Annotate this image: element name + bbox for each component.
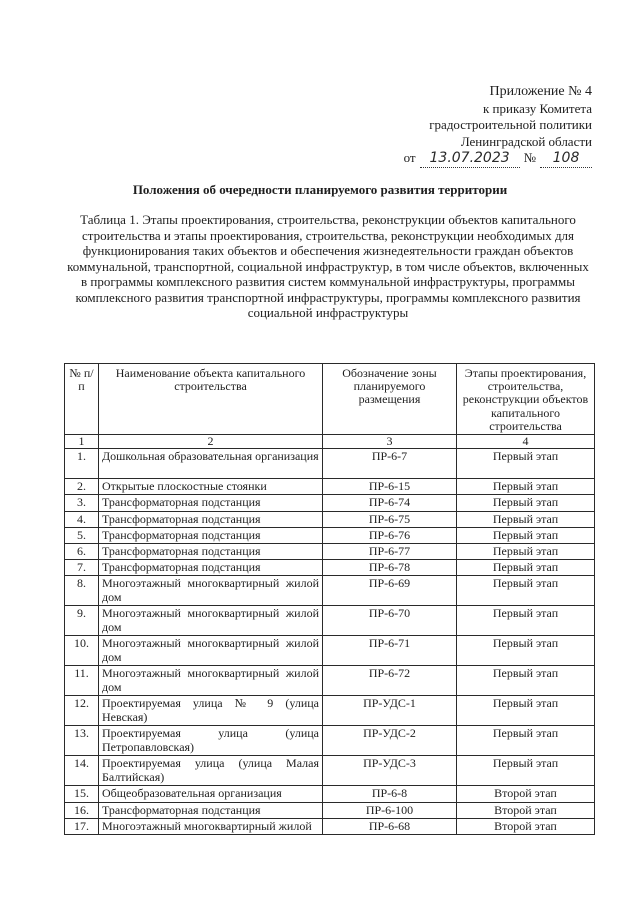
appendix-line-1: к приказу Комитета bbox=[482, 100, 592, 116]
zone-designation: ПР-6-76 bbox=[323, 527, 457, 543]
table-caption: Таблица 1. Этапы проектирования, строительства, реконструкции объектов капитального строительства и этапы проектирования, строительства, реконструкции необходимых для функционирования таких объектов и обеспечения жизнедеятельности граждан объектов коммунальной, транспортной, социальной инфраструктур, в том числе объектов, включенных в программы комплексного развития систем коммунальной инфраструктуры, программы комплексного развития транспортной инфраструктуры, программы комплексного развития социальной инфраструктуры bbox=[67, 212, 589, 320]
table-row bbox=[65, 449, 595, 479]
header-object-name: Наименование объекта капитального строительства bbox=[99, 364, 323, 435]
table-row bbox=[65, 666, 595, 696]
zone-designation: ПР-6-15 bbox=[323, 479, 457, 495]
object-name: Многоэтажный многоквартирный жилой bbox=[99, 818, 323, 834]
stage-value: Первый этап bbox=[457, 726, 595, 756]
row-number: 2. bbox=[65, 479, 99, 495]
stage-value: Первый этап bbox=[457, 544, 595, 560]
object-name: Дошкольная образовательная организация bbox=[99, 449, 323, 479]
row-number: 4. bbox=[65, 511, 99, 527]
row-number: 15. bbox=[65, 786, 99, 802]
table-row bbox=[65, 756, 595, 786]
object-name: Проектируемая улица (улица Малая Балтийская) bbox=[99, 756, 323, 786]
row-number: 13. bbox=[65, 726, 99, 756]
zone-designation: ПР-6-69 bbox=[323, 576, 457, 606]
stage-value: Первый этап bbox=[457, 479, 595, 495]
object-name: Открытые плоскостные стоянки bbox=[99, 479, 323, 495]
zone-designation: ПР-6-72 bbox=[323, 666, 457, 696]
table-row bbox=[65, 818, 595, 834]
table-row bbox=[65, 527, 595, 543]
stage-value: Первый этап bbox=[457, 696, 595, 726]
row-number: 1. bbox=[65, 449, 99, 479]
row-number: 8. bbox=[65, 576, 99, 606]
stage-value: Первый этап bbox=[457, 560, 595, 576]
table-row bbox=[65, 606, 595, 636]
column-number: 1 bbox=[65, 435, 99, 449]
zone-designation: ПР-6-70 bbox=[323, 606, 457, 636]
row-number: 14. bbox=[65, 756, 99, 786]
zone-designation: ПР-6-74 bbox=[323, 495, 457, 511]
row-number: 5. bbox=[65, 527, 99, 543]
from-label: от bbox=[403, 150, 416, 165]
table-row bbox=[65, 802, 595, 818]
stage-value: Первый этап bbox=[457, 666, 595, 696]
object-name: Многоэтажный многоквартирный жилой дом bbox=[99, 666, 323, 696]
appendix-line-2: градостроительной политики bbox=[429, 117, 592, 132]
stage-value: Первый этап bbox=[457, 511, 595, 527]
zone-designation: ПР-6-7 bbox=[323, 449, 457, 479]
object-name: Трансформаторная подстанция bbox=[99, 560, 323, 576]
header-stages: Этапы проектирования, строительства, реконструкции объектов капитального строительства bbox=[457, 364, 595, 435]
row-number: 3. bbox=[65, 495, 99, 511]
object-name: Трансформаторная подстанция bbox=[99, 511, 323, 527]
row-number: 10. bbox=[65, 636, 99, 666]
header-zone-designation: Обозначение зоны планируемого размещения bbox=[323, 364, 457, 435]
column-number: 3 bbox=[323, 435, 457, 449]
appendix-title: Приложение № 4 bbox=[489, 84, 592, 99]
row-number: 12. bbox=[65, 696, 99, 726]
stage-value: Первый этап bbox=[457, 527, 595, 543]
object-name: Трансформаторная подстанция bbox=[99, 527, 323, 543]
object-name: Многоэтажный многоквартирный жилой дом bbox=[99, 636, 323, 666]
stage-value: Первый этап bbox=[457, 606, 595, 636]
table-row bbox=[65, 560, 595, 576]
stage-value: Первый этап bbox=[457, 495, 595, 511]
zone-designation: ПР-6-8 bbox=[323, 786, 457, 802]
zone-designation: ПР-6-68 bbox=[323, 818, 457, 834]
object-name: Трансформаторная подстанция bbox=[99, 544, 323, 560]
table-row bbox=[65, 786, 595, 802]
object-name: Многоэтажный многоквартирный жилой дом bbox=[99, 576, 323, 606]
row-number: 11. bbox=[65, 666, 99, 696]
table-row bbox=[65, 544, 595, 560]
column-number-row bbox=[65, 435, 595, 449]
stage-value: Второй этап bbox=[457, 786, 595, 802]
table-row bbox=[65, 479, 595, 495]
object-name: Многоэтажный многоквартирный жилой дом bbox=[99, 606, 323, 636]
header-number: № п/п bbox=[65, 364, 99, 435]
zone-designation: ПР-УДС-3 bbox=[323, 756, 457, 786]
handwritten-number: 108 bbox=[540, 150, 592, 168]
row-number: 16. bbox=[65, 802, 99, 818]
object-name: Общеобразовательная организация bbox=[99, 786, 323, 802]
row-number: 6. bbox=[65, 544, 99, 560]
table-row bbox=[65, 511, 595, 527]
stage-value: Первый этап bbox=[457, 756, 595, 786]
zone-designation: ПР-6-77 bbox=[323, 544, 457, 560]
table-row bbox=[65, 576, 595, 606]
zone-designation: ПР-6-71 bbox=[323, 636, 457, 666]
number-label: № bbox=[523, 150, 536, 165]
table-header-row bbox=[65, 364, 595, 435]
zone-designation: ПР-УДС-2 bbox=[323, 726, 457, 756]
row-number: 17. bbox=[65, 818, 99, 834]
column-number: 2 bbox=[99, 435, 323, 449]
table-row bbox=[65, 726, 595, 756]
stage-value: Первый этап bbox=[457, 449, 595, 479]
table-body bbox=[65, 449, 595, 835]
table-row bbox=[65, 495, 595, 511]
column-number: 4 bbox=[457, 435, 595, 449]
object-name: Трансформаторная подстанция bbox=[99, 802, 323, 818]
zone-designation: ПР-6-100 bbox=[323, 802, 457, 818]
object-name: Трансформаторная подстанция bbox=[99, 495, 323, 511]
appendix-line-3: Ленинградской области bbox=[460, 133, 592, 149]
object-name: Проектируемая улица № 9 (улица Невская) bbox=[99, 696, 323, 726]
document-heading: Положения об очередности планируемого развития территории bbox=[132, 182, 508, 197]
order-date-number-line bbox=[404, 150, 592, 168]
zone-designation: ПР-6-78 bbox=[323, 560, 457, 576]
stage-value: Второй этап bbox=[457, 818, 595, 834]
development-stages-table bbox=[64, 363, 595, 835]
stage-value: Первый этап bbox=[457, 576, 595, 606]
zone-designation: ПР-УДС-1 bbox=[323, 696, 457, 726]
stage-value: Второй этап bbox=[457, 802, 595, 818]
stage-value: Первый этап bbox=[457, 636, 595, 666]
table-row bbox=[65, 636, 595, 666]
table-row bbox=[65, 696, 595, 726]
appendix-block bbox=[404, 84, 592, 168]
zone-designation: ПР-6-75 bbox=[323, 511, 457, 527]
object-name: Проектируемая улица (улица Петропавловская) bbox=[99, 726, 323, 756]
row-number: 7. bbox=[65, 560, 99, 576]
row-number: 9. bbox=[65, 606, 99, 636]
handwritten-date: 13.07.2023 bbox=[420, 150, 520, 168]
